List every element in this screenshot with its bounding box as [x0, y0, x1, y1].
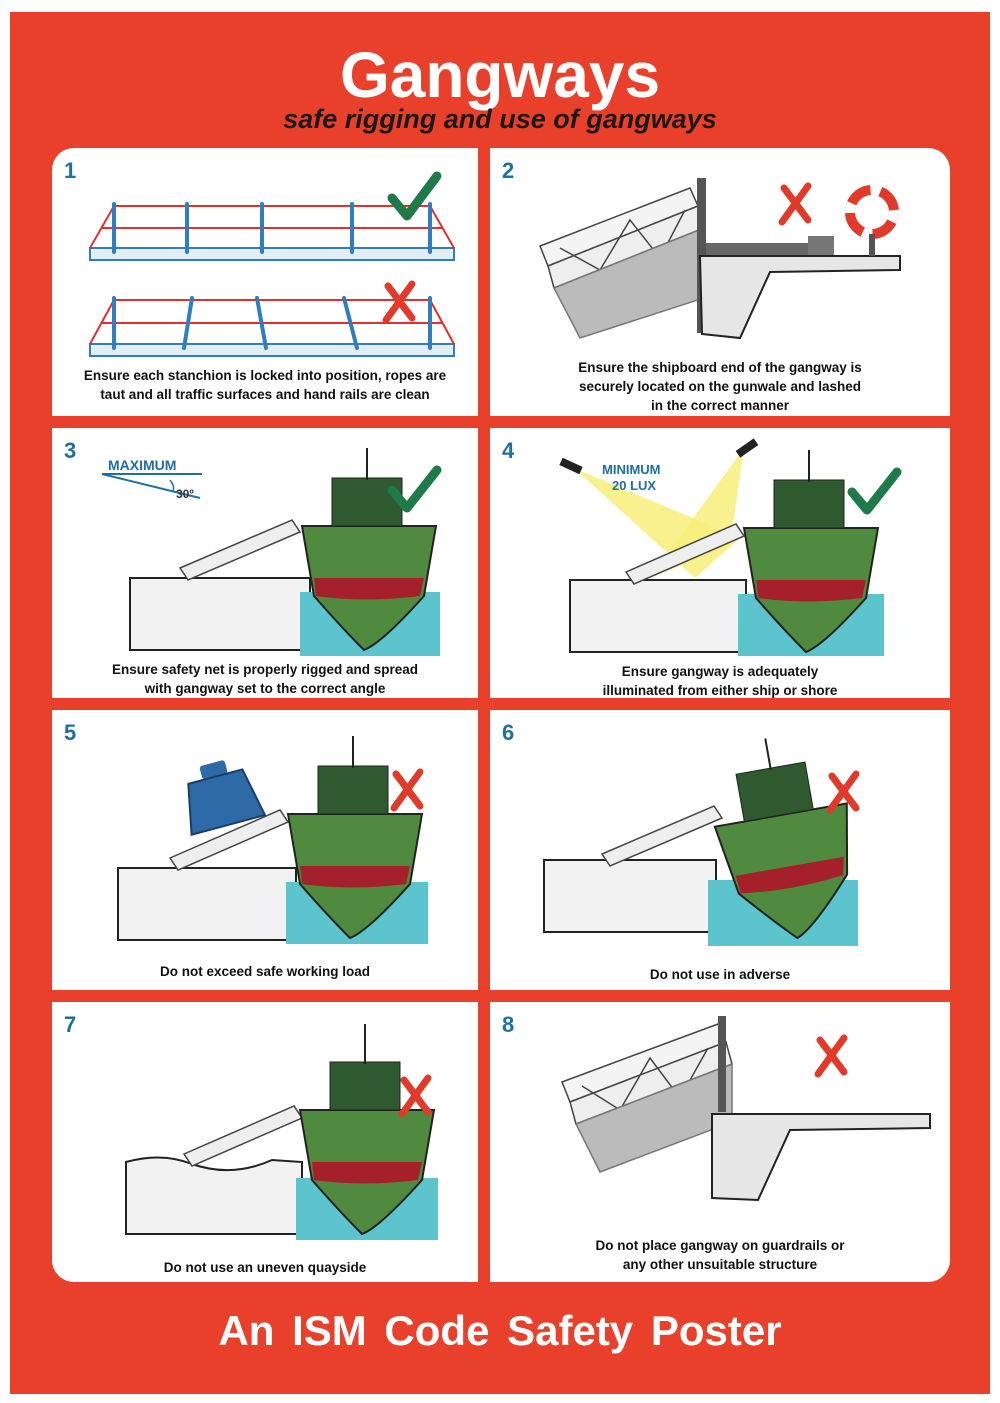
gangway	[180, 520, 300, 580]
panel-caption: Ensure the shipboard end of the gangway is securely located on the gunwale and lashed in the correct manner	[578, 360, 862, 413]
floodlight-icon	[559, 458, 582, 475]
panel-2	[490, 148, 950, 416]
panel-caption: Do not exceed safe working load	[159, 964, 371, 979]
gangway	[602, 806, 722, 866]
panel-caption: Do not place gangway on guardrails or any other unsuitable structure	[595, 1238, 845, 1272]
light-label: MINIMUM	[602, 462, 661, 477]
panel-6	[490, 710, 950, 990]
panel-number: 3	[64, 438, 77, 463]
panel-number: 6	[502, 720, 515, 745]
guardrail-post	[718, 1016, 726, 1112]
panel-caption: Ensure gangway is adequately illuminated from either ship or shore	[602, 664, 838, 698]
check-icon	[852, 472, 897, 510]
uneven-quay-illustration	[52, 1002, 478, 1282]
angle-value: 30º	[176, 487, 194, 501]
poster-subtitle: safe rigging and use of gangways	[283, 104, 717, 134]
quayside	[570, 580, 746, 652]
panel-4	[490, 428, 950, 698]
panel-number: 8	[502, 1012, 515, 1037]
adverse-weather-illustration	[490, 710, 950, 990]
lifebuoy-icon	[850, 190, 894, 256]
quayside	[130, 578, 310, 650]
cross-icon	[818, 1038, 844, 1074]
cross-icon	[782, 186, 808, 222]
panel-5	[52, 710, 478, 990]
panel-8	[490, 1002, 950, 1282]
panel-caption: Ensure safety net is properly rigged and spread with gangway set to the correct angle	[111, 662, 419, 696]
cross-icon	[402, 1078, 428, 1114]
net-angle-illustration	[52, 428, 478, 698]
panel-1	[52, 148, 478, 416]
floodlight-icon	[736, 438, 759, 457]
poster-title: Gangways	[339, 39, 661, 111]
quayside	[126, 1157, 302, 1234]
panel-number: 4	[502, 438, 515, 463]
panel-caption: Do not use in adverse	[649, 967, 791, 982]
panel-caption: Ensure each stanchion is locked into position, ropes are taut and all traffic surfaces and hand rails are clean	[83, 368, 447, 402]
cross-icon	[386, 284, 412, 320]
panel-7	[52, 1002, 478, 1282]
panel-number: 2	[502, 158, 515, 183]
light-label: 20 LUX	[612, 478, 657, 493]
angle-indicator	[102, 457, 202, 501]
panel-3	[52, 428, 478, 698]
quayside	[118, 868, 296, 940]
gangway	[184, 1106, 302, 1166]
cross-icon	[394, 772, 420, 808]
angle-label: MAXIMUM	[108, 457, 177, 473]
load-illustration	[52, 710, 478, 990]
poster	[10, 12, 990, 1394]
poster-footer: An ISM Code Safety Poster	[218, 1307, 782, 1354]
lighting-illustration	[490, 428, 950, 698]
panel-number: 7	[64, 1012, 77, 1037]
panel-number: 1	[64, 158, 77, 183]
quayside	[544, 860, 716, 932]
panel-caption: Do not use an uneven quayside	[163, 1260, 367, 1275]
panel-number: 5	[64, 720, 77, 745]
